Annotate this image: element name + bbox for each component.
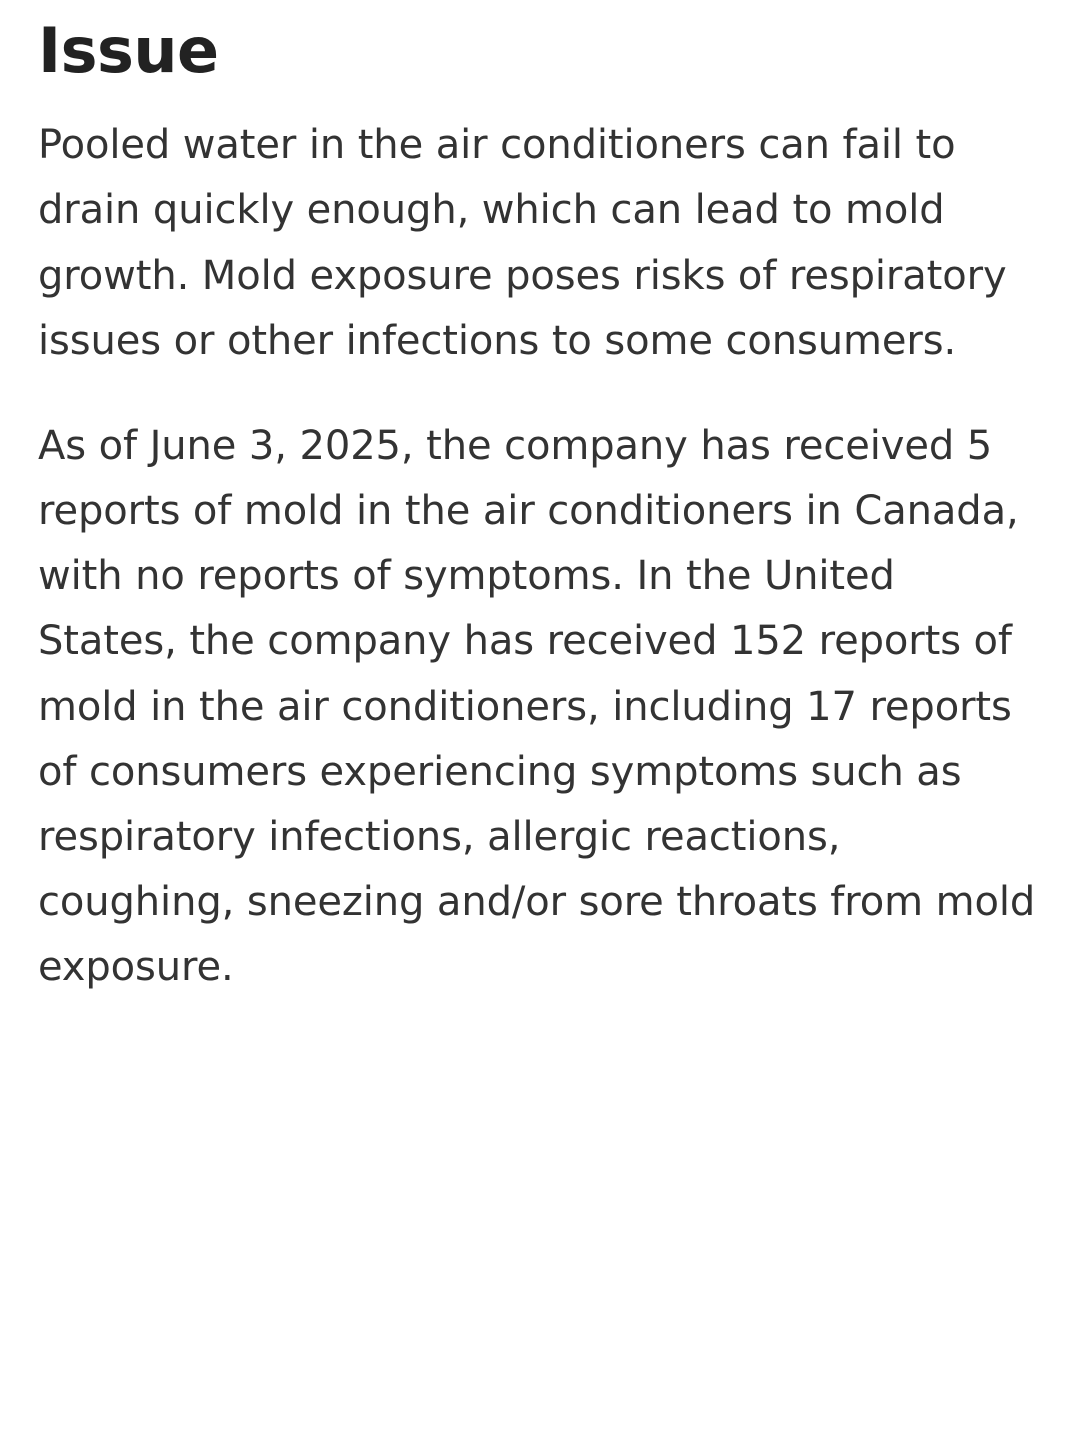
reports-summary-paragraph: As of June 3, 2025, the company has received 5 reports of mold in the air conditioners in Canada, with no reports of symptoms. In the United States, the company has received 152 reports of mold in the air conditioners, including 17 reports of consumers experiencing symptoms such as respiratory infections, allergic reactions, coughing, sneezing and/or sore throats from mold exposure. xyxy=(38,422,1036,991)
page-title: Issue xyxy=(38,14,219,87)
issue-description-paragraph: Pooled water in the air conditioners can fail to drain quickly enough, which can lead to mold growth. Mold exposure poses risks of respiratory issues or other infections to some consumers. xyxy=(38,122,1007,364)
